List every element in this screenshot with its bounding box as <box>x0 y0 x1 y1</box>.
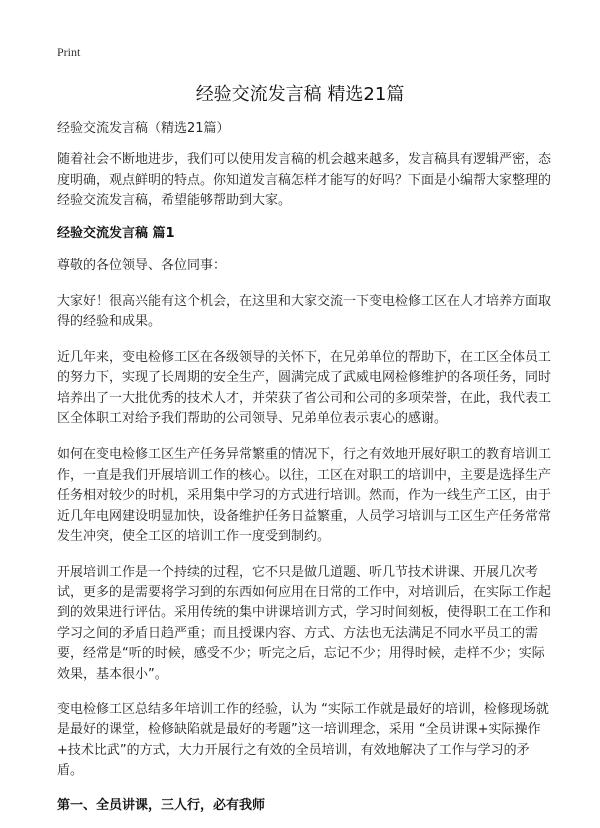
section-heading: 第一、全员讲课，三人行，必有我师 <box>57 797 266 813</box>
greeting: 尊敬的各位领导、各位同事： <box>57 257 227 273</box>
article-heading: 经验交流发言稿 篇1 <box>57 225 175 241</box>
paragraph-5: 变电检修工区总结多年培训工作的经验，认为 “实际工作就是最好的培训，检修现场就是最好的课堂，检修缺陷就是最好的考题”这一培训理念，采用 “全员讲课+实际操作+技术比武”的方式，大力开展行之有效的全员培训，有效地解决了工作与学习的矛盾。 <box>57 701 549 779</box>
paragraph-2: 近几年来，变电检修工区在各级领导的关怀下，在兄弟单位的帮助下，在工区全体员工的努力下，实现了长周期的安全生产，圆满完成了武威电网检修维护的各项任务，同时培养出了一大批优秀的技术人才，并荣获了省公司和公司的多项荣誉，在此，我代表工区全体职工对给予我们帮助的公司领导、兄弟单位表示衷心的感谢。 <box>57 349 552 427</box>
paragraph-1: 大家好！很高兴能有这个机会，在这里和大家交流一下变电检修工区在人才培养方面取得的经验和成果。 <box>57 294 552 330</box>
article-body <box>57 119 553 816</box>
subtitle: 经验交流发言稿（精选21篇） <box>57 121 230 136</box>
paragraph-3: 如何在变电检修工区生产任务异常繁重的情况下，行之有效地开展好职工的教育培训工作，一直是我们开展培训工作的核心。以往，工区在对职工的培训中，主要是选择生产任务相对较少的时机，采用集中学习的方式进行培训。然而，作为一线生产工区，由于近几年电网建设明显加快，设备维护任务日益繁重，人员学习培训与工区生产任务常常发生冲突，使全工区的培训工作一度受到制约。 <box>57 447 552 545</box>
page-title: 经验交流发言稿 精选21篇 <box>195 84 405 105</box>
print-label[interactable]: Print <box>57 45 81 59</box>
paragraph-4: 开展培训工作是一个持续的过程，它不只是做几道题、听几节技术讲课、开展几次考试，更多的是需要将学习到的东西如何应用在日常的工作中，对培训后，在实际工作起到的效果进行评估。采用传统的集中讲课培训方式，学习时间刻板，使得职工在工作和学习之间的矛盾日趋严重；而且授课内容、方式、方法也无法满足不同水平员工的需要，经常是“听的时候，感受不少；听完之后，忘记不少；用得时候，走样不少；实际效果，基本很小”。 <box>57 564 552 682</box>
intro-paragraph: 随着社会不断地进步，我们可以使用发言稿的机会越来越多，发言稿具有逻辑严密，态度明确，观点鲜明的特点。你知道发言稿怎样才能写的好吗？下面是小编帮大家整理的经验交流发言稿，希望能够帮助到大家。 <box>57 152 552 209</box>
